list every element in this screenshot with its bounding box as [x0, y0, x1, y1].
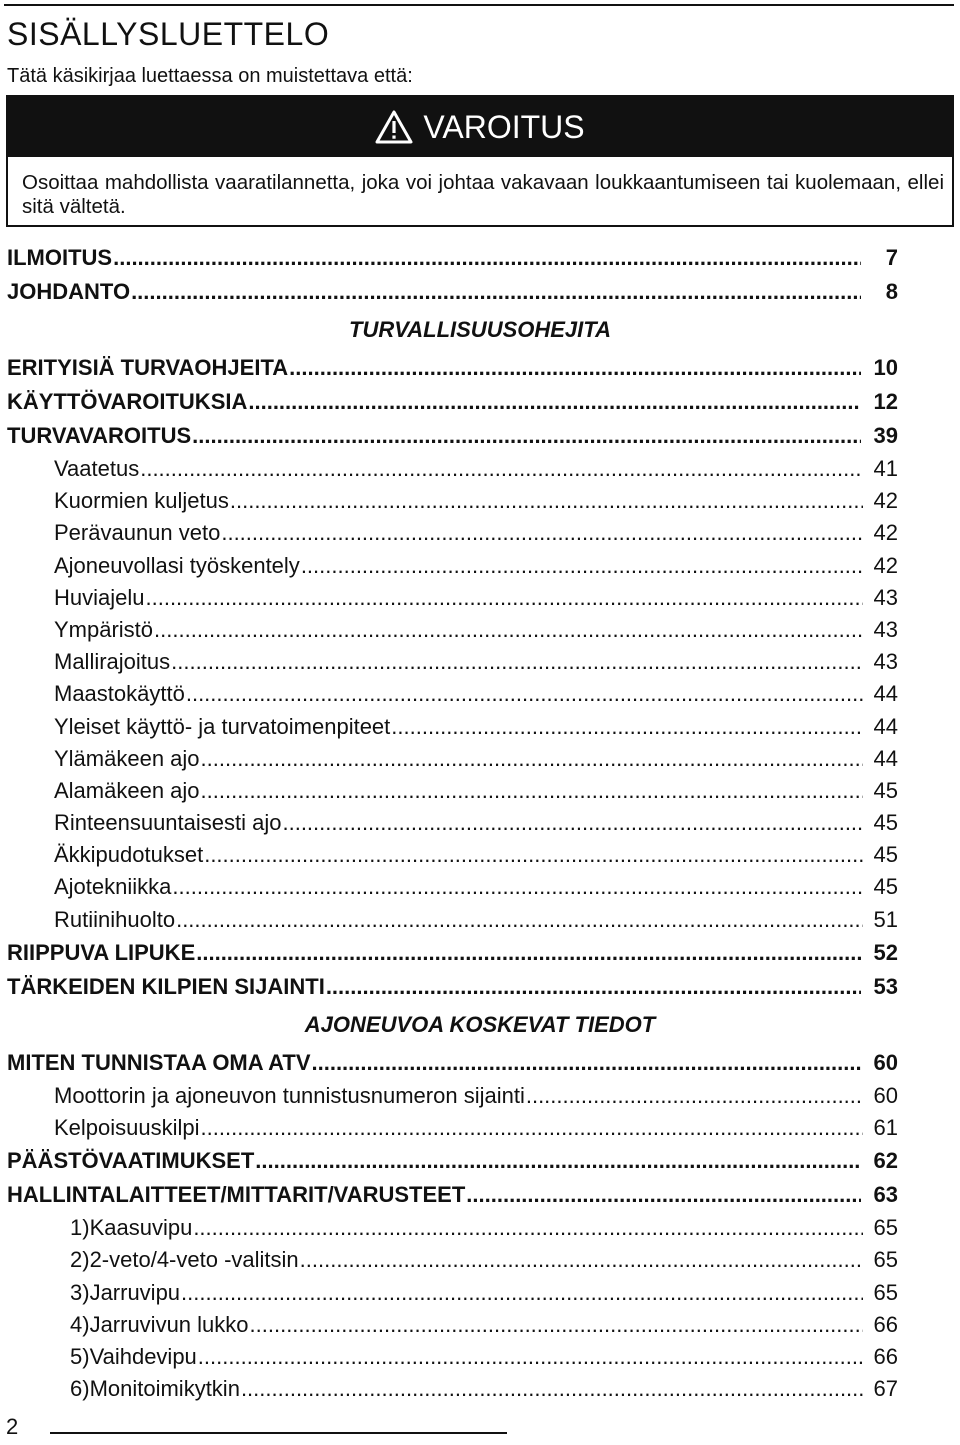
toc-entry [0, 351, 960, 385]
toc-entry-page: 62 [873, 1148, 898, 1174]
toc-entry-label: Ympäristö [54, 616, 154, 642]
toc-leader-dots [201, 743, 863, 775]
toc-leader-dots [154, 614, 863, 646]
toc-entry-label: Mallirajoitus [54, 649, 171, 675]
toc-entry-number: 2) [70, 1247, 90, 1273]
toc-entry [0, 1144, 960, 1178]
toc-entry-page: 67 [873, 1376, 898, 1402]
toc-entry [0, 1277, 960, 1309]
toc-entry-page: 61 [873, 1115, 898, 1140]
toc-entry-page: 12 [873, 389, 898, 414]
toc-entry [0, 275, 960, 309]
toc-leader-dots [391, 711, 863, 743]
page-title: SISÄLLYSLUETTELO [7, 16, 330, 52]
toc-entry-label: Vaihdevipu [89, 1343, 197, 1369]
toc-entry-page: 60 [873, 1049, 898, 1075]
footer-rule [50, 1432, 507, 1434]
toc-entry-page: 39 [873, 423, 898, 448]
toc-entry-page: 51 [873, 906, 898, 932]
toc-leader-dots [171, 646, 863, 678]
toc-leader-dots [198, 1341, 863, 1373]
toc-entry-page: 8 [885, 279, 898, 304]
toc-entry-label: Ylämäkeen ajo [54, 745, 200, 771]
toc-entry [0, 614, 960, 646]
toc-entry-page: 43 [873, 649, 898, 675]
toc-entry [0, 970, 960, 1004]
toc-leader-dots [172, 871, 863, 903]
toc-entry-page: 60 [873, 1082, 898, 1108]
toc-entry-label: 2-veto/4-veto -valitsin [89, 1247, 299, 1273]
warning-heading: VAROITUS [423, 108, 585, 145]
toc-entry-page: 44 [873, 745, 898, 771]
toc-entry [0, 646, 960, 678]
toc-entry-page: 42 [873, 488, 898, 514]
toc-entry [0, 385, 960, 419]
toc-leader-dots [300, 1244, 863, 1276]
toc-entry-label: ERITYISIÄ TURVAOHJEITA [7, 355, 289, 380]
toc-leader-dots [282, 807, 863, 839]
toc-entry-label: JOHDANTO [7, 279, 131, 304]
toc-entry-label: Äkkipudotukset [54, 842, 204, 868]
toc-entry-label: MITEN TUNNISTAA OMA ATV [7, 1049, 311, 1075]
toc-leader-dots [326, 970, 861, 1004]
toc-section-heading: TURVALLISUUSOHEJITA [349, 317, 611, 342]
toc-entry-page: 42 [873, 552, 898, 578]
toc-entry-label: Vaatetus [54, 456, 140, 481]
warning-box [6, 95, 954, 227]
toc-entry [0, 904, 960, 936]
toc-leader-dots [176, 904, 863, 936]
toc-leader-dots [140, 453, 863, 485]
toc-entry-label: TURVAVAROITUS [7, 423, 192, 448]
toc-entry-page: 65 [873, 1247, 898, 1273]
warning-text: Osoittaa mahdollista vaaratilannetta, joka voi johtaa vakavaan loukkaantumiseen tai kuolemaan, ellei sitä vältetä. [22, 171, 944, 218]
toc-entry [0, 582, 960, 614]
toc-leader-dots [301, 550, 863, 582]
toc-entry [0, 453, 960, 485]
toc-entry-label: RIIPPUVA LIPUKE [7, 939, 196, 965]
toc-leader-dots [241, 1373, 863, 1405]
toc-entry [0, 1373, 960, 1405]
toc-entry-page: 44 [873, 713, 898, 739]
toc-entry [0, 1341, 960, 1373]
toc-entry-page: 43 [873, 584, 898, 610]
toc-entry-page: 66 [873, 1311, 898, 1337]
toc-section-heading: AJONEUVOA KOSKEVAT TIEDOT [304, 1011, 656, 1037]
toc-entry-page: 53 [873, 973, 898, 999]
toc-entry [0, 485, 960, 517]
toc-entry-number: 3) [70, 1279, 90, 1305]
toc-entry [0, 241, 960, 275]
toc-entry-page: 7 [885, 245, 898, 270]
toc-entry [0, 871, 960, 903]
toc-entry-page: 41 [873, 456, 898, 481]
toc-entry [0, 1112, 960, 1144]
toc-entry [0, 1212, 960, 1244]
toc-leader-dots [526, 1080, 863, 1112]
toc-entry [0, 550, 960, 582]
toc-entry-label: Ajoneuvollasi työskentely [54, 552, 300, 578]
toc-entry-label: Perävaunun veto [54, 520, 221, 546]
toc-entry [0, 678, 960, 710]
toc-entry [0, 743, 960, 775]
toc-entry-label: PÄÄSTÖVAATIMUKSET [7, 1148, 255, 1174]
toc-entry-page: 10 [873, 355, 898, 380]
toc-entry [0, 1080, 960, 1112]
toc-entry-label: Rutiinihuolto [54, 906, 176, 932]
toc-entry [0, 775, 960, 807]
toc-entry-label: Yleiset käyttö- ja turvatoimenpiteet [54, 713, 391, 739]
toc-leader-dots [181, 1277, 863, 1309]
toc-entry-label: Jarruvivun lukko [89, 1311, 249, 1337]
toc-entry [0, 419, 960, 453]
toc-entry-label: KÄYTTÖVAROITUKSIA [7, 389, 248, 414]
toc-entry [0, 1046, 960, 1080]
toc-entry-label: Alamäkeen ajo [54, 777, 200, 803]
toc-entry [0, 711, 960, 743]
toc-entry-label: ILMOITUS [7, 245, 113, 270]
toc-leader-dots [466, 1178, 861, 1212]
toc-entry [0, 1244, 960, 1276]
warning-header [8, 97, 952, 157]
toc-leader-dots [204, 839, 863, 871]
toc-leader-dots [221, 517, 863, 549]
toc-entry [0, 839, 960, 871]
toc-leader-dots [201, 775, 863, 807]
toc-entry-label: Ajotekniikka [54, 874, 172, 900]
toc-entry-page: 45 [873, 810, 898, 836]
toc-leader-dots [248, 385, 861, 419]
toc-entry-label: Jarruvipu [89, 1279, 181, 1305]
table-of-contents [0, 241, 960, 1405]
toc-entry-label: Monitoimikytkin [89, 1376, 240, 1402]
toc-entry-page: 42 [873, 520, 898, 546]
toc-entry-number: 6) [70, 1376, 90, 1402]
toc-leader-dots [113, 241, 861, 275]
toc-leader-dots [201, 1112, 863, 1144]
toc-entry-page: 66 [873, 1343, 898, 1369]
toc-leader-dots [196, 936, 861, 970]
toc-entry-label: Huviajelu [54, 584, 145, 610]
toc-entry-number: 5) [70, 1343, 90, 1369]
toc-entry-page: 44 [873, 681, 898, 707]
toc-entry-page: 45 [873, 842, 898, 868]
intro-text: Tätä käsikirjaa luettaessa on muistettava että: [7, 65, 413, 87]
toc-entry-label: Kuormien kuljetus [54, 488, 229, 514]
toc-leader-dots [193, 1212, 863, 1244]
toc-entry-page: 45 [873, 777, 898, 803]
toc-entry-page: 45 [873, 874, 898, 900]
toc-entry-number: 1) [70, 1215, 90, 1241]
toc-entry-page: 65 [873, 1279, 898, 1305]
toc-leader-dots [255, 1144, 861, 1178]
toc-leader-dots [192, 419, 861, 453]
top-rule [4, 4, 954, 6]
toc-entry [0, 936, 960, 970]
toc-leader-dots [289, 351, 861, 385]
toc-leader-dots [312, 1046, 862, 1080]
toc-entry-label: Maastokäyttö [54, 681, 185, 707]
toc-entry [0, 1309, 960, 1341]
warning-triangle-icon [375, 110, 413, 144]
toc-entry-label: TÄRKEIDEN KILPIEN SIJAINTI [7, 973, 325, 999]
toc-entry-page: 65 [873, 1215, 898, 1241]
toc-entry-number: 4) [70, 1311, 90, 1337]
toc-leader-dots [250, 1309, 863, 1341]
toc-entry-page: 52 [873, 939, 898, 965]
toc-entry-page: 43 [873, 616, 898, 642]
toc-leader-dots [146, 582, 864, 614]
toc-leader-dots [230, 485, 863, 517]
toc-entry-label: Rinteensuuntaisesti ajo [54, 810, 282, 836]
toc-entry-page: 63 [873, 1182, 898, 1208]
toc-entry-label: Kaasuvipu [89, 1215, 193, 1241]
toc-entry [0, 807, 960, 839]
toc-entry [0, 1178, 960, 1212]
toc-entry-label: Moottorin ja ajoneuvon tunnistusnumeron sijainti [54, 1082, 525, 1108]
toc-leader-dots [186, 678, 863, 710]
toc-entry-label: Kelpoisuuskilpi [54, 1115, 200, 1140]
page-number: 2 [6, 1414, 19, 1439]
toc-leader-dots [131, 275, 861, 309]
toc-entry-label: HALLINTALAITTEET/MITTARIT/VARUSTEET [7, 1182, 466, 1208]
toc-entry [0, 517, 960, 549]
